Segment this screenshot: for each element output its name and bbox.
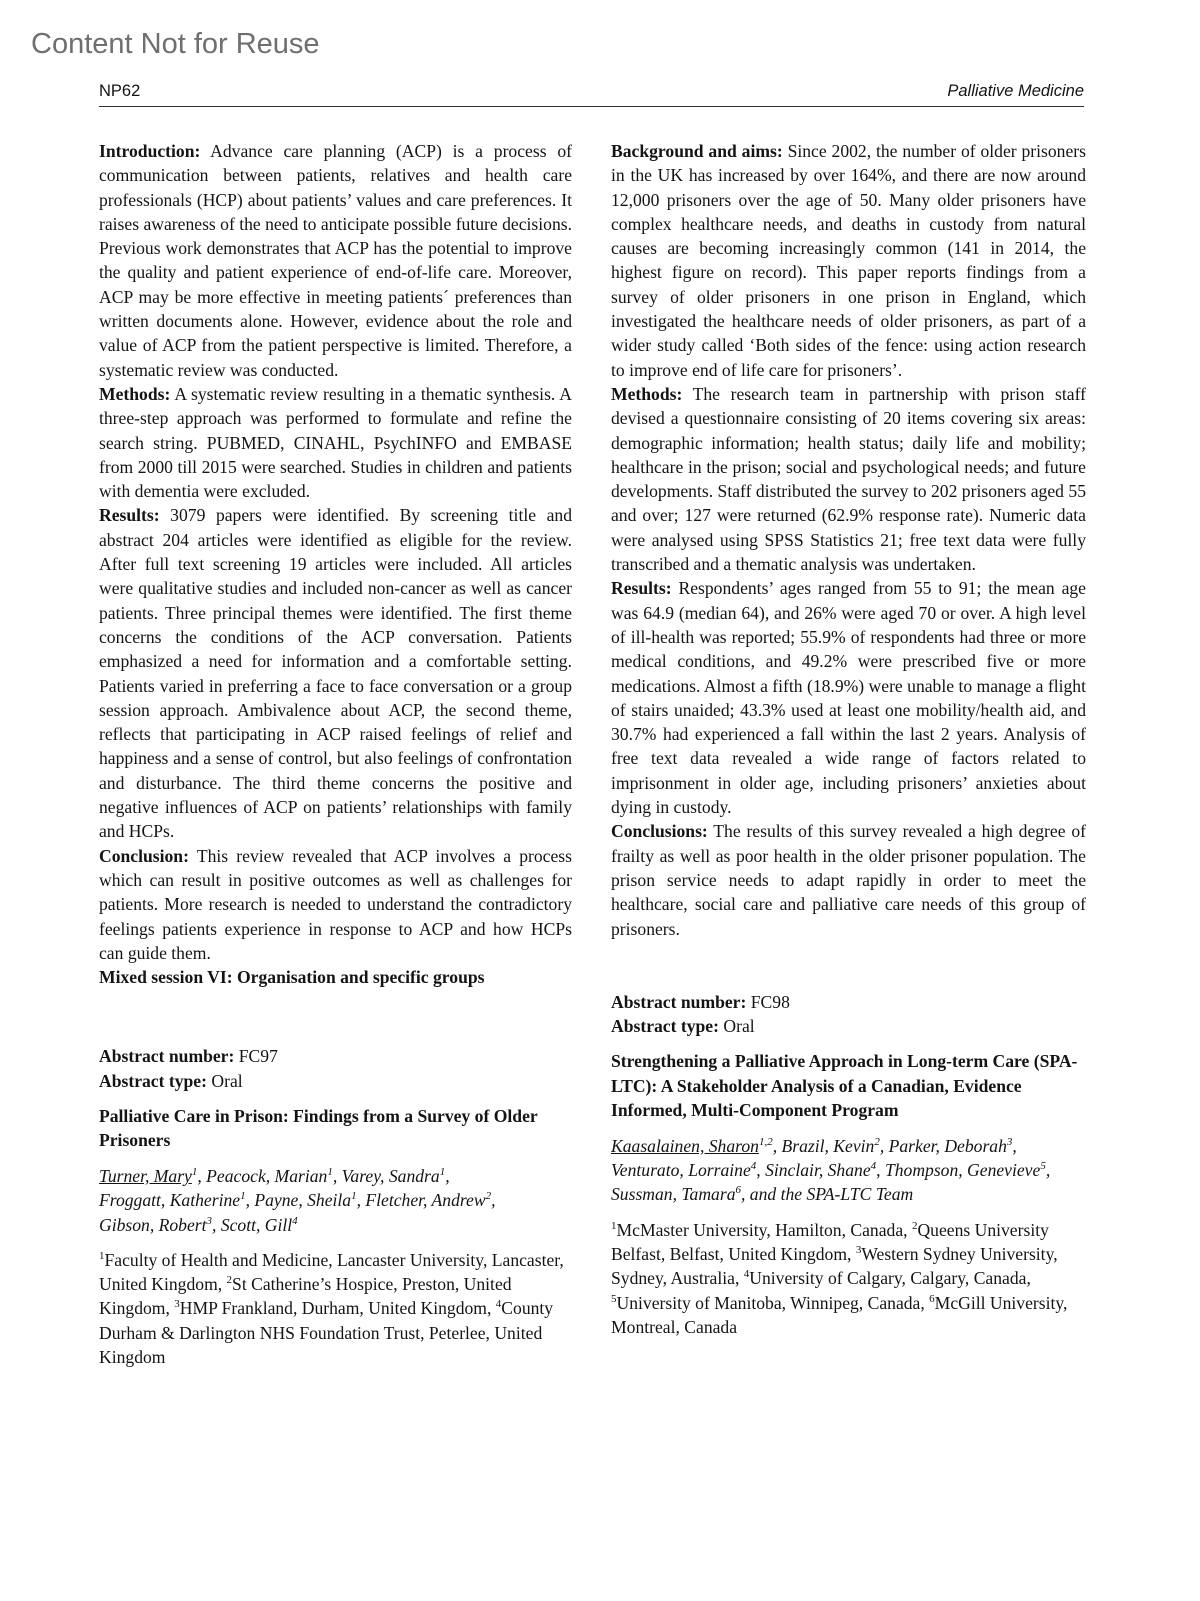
author-sup: 5	[1040, 1160, 1046, 1173]
author-sup: 2	[874, 1136, 880, 1149]
affiliation-text: University of Calgary, Calgary, Canada,	[749, 1268, 1031, 1289]
author-sep: ,	[445, 1165, 450, 1186]
section-heading: Results:	[99, 505, 160, 526]
left-abstract-body	[99, 139, 572, 965]
author-name: Froggatt, Katherine	[99, 1190, 241, 1211]
author-sup: 6	[735, 1184, 741, 1197]
left-column	[99, 139, 572, 1369]
abstract-number	[99, 1044, 572, 1068]
affiliation-text: McMaster University, Hamilton, Canada,	[616, 1219, 912, 1240]
section-heading: Introduction:	[99, 141, 201, 161]
affiliation-text: HMP Frankland, Durham, United Kingdom,	[179, 1298, 496, 1319]
section-text: Since 2002, the number of older prisoners in the UK has increased by over 164%, and there are now around 12,000 prisoners over the age of 50. Many older prisoners have complex healthcare needs, and deaths in custody from natural causes are becoming increasingly common (141 in 2014, the highest figure on record). This paper reports findings from a survey of older prisoners in one prison in England, which investigated the healthcare needs of older prisoners, as part of a wider study called ‘Both sides of the fence: using action research to improve end of life care for prisoners’.	[611, 141, 1086, 380]
author-name: Gibson, Robert	[99, 1214, 207, 1235]
abstract-type-value: Oral	[718, 1016, 755, 1037]
affiliation-text: County Durham & Darlington NHS Foundation Trust, Peterlee, United Kingdom	[99, 1298, 554, 1368]
author-sep: ,	[332, 1165, 342, 1186]
section-text: A systematic review resulting in a thematic synthesis. A three-step approach was performed to formulate and refine the search string. PUBMED, CINAHL, PsychINFO and EMBASE from 2000 till 2015 were searched. Studies in children and patients with dementia were excluded.	[99, 383, 572, 502]
watermark: Content Not for Reuse	[31, 28, 320, 60]
affiliation-text: McGill University, Montreal, Canada	[611, 1292, 1068, 1337]
author-sup: 4	[750, 1160, 757, 1173]
author-sep: ,	[876, 1160, 885, 1181]
section-methods	[99, 382, 572, 503]
abstract-number-value: FC98	[746, 991, 790, 1012]
author-sep: , and the SPA-LTC Team	[741, 1184, 914, 1205]
author-list	[611, 1134, 1086, 1207]
author-sep: ,	[756, 1160, 766, 1181]
author-name: Kaasalainen, Sharon	[611, 1135, 759, 1156]
abstract-type-label: Abstract type:	[99, 1070, 207, 1091]
affiliation-sup: 2	[911, 1219, 918, 1232]
author-sep: ,	[245, 1190, 255, 1211]
affiliation-text: Queens University Belfast, Belfast, United Kingdom,	[611, 1219, 1049, 1265]
affiliation-sup: 4	[495, 1298, 502, 1311]
right-column	[611, 139, 1086, 1339]
affiliation-text: Western Sydney University, Sydney, Australia,	[611, 1244, 1058, 1289]
section-heading: Results:	[611, 578, 672, 599]
abstract-title: Palliative Care in Prison: Findings from a Survey of Older Prisoners	[99, 1105, 538, 1151]
affiliation-sup: 1	[611, 1219, 617, 1232]
affiliation-sup: 4	[743, 1268, 750, 1281]
author-name: Sinclair, Shane	[765, 1160, 871, 1181]
author-name: Scott, Gill	[220, 1214, 293, 1235]
author-list	[99, 1164, 572, 1237]
author-name: Venturato, Lorraine	[611, 1160, 751, 1181]
page-number: NP62	[99, 82, 141, 100]
section-background	[611, 139, 1086, 382]
abstract-type-value: Oral	[206, 1070, 243, 1091]
section-conclusions	[611, 819, 1086, 940]
author-name: Thompson, Genevieve	[884, 1160, 1041, 1181]
abstract-number-value: FC97	[234, 1046, 278, 1067]
section-heading: Conclusions:	[611, 821, 708, 842]
journal-name: Palliative Medicine	[947, 82, 1084, 100]
author-sep: ,	[1012, 1135, 1017, 1156]
affiliation-sup: 3	[855, 1244, 862, 1257]
section-text: The research team in partnership with prison staff devised a questionnaire consisting of 20 items covering six areas: demographic information; health status; daily life and mobility; healthcare in the prison; social and psychological needs; and future developments. Staff distributed the survey to 202 prisoners aged 55 and over; 127 were returned (62.9% response rate). Numeric data were analysed using SPSS Statistics 21; free text data were fully transcribed and a thematic analysis was undertaken.	[611, 383, 1086, 575]
section-results	[99, 503, 572, 843]
section-conclusion	[99, 844, 572, 965]
author-sup: 1	[351, 1190, 357, 1203]
author-sep: ,	[879, 1135, 889, 1156]
author-name: Fletcher, Andrew	[365, 1190, 486, 1211]
section-introduction	[99, 139, 572, 382]
author-name: Parker, Deborah	[888, 1135, 1007, 1156]
abstract-type	[611, 1014, 1086, 1038]
section-heading: Methods:	[99, 383, 171, 404]
author-sep: ,	[212, 1214, 221, 1235]
author-sep: ,	[1045, 1160, 1051, 1181]
author-sup: 1	[327, 1166, 333, 1179]
author-sup: 1	[439, 1166, 446, 1179]
author-sep: ,	[356, 1190, 366, 1211]
section-heading: Background and aims:	[611, 141, 783, 161]
affiliation-sup: 5	[611, 1292, 617, 1305]
author-sup: 1	[240, 1190, 246, 1203]
abstract-type-label: Abstract type:	[611, 1016, 719, 1037]
abstract-number-label: Abstract number:	[611, 991, 747, 1012]
section-text: Respondents’ ages ranged from 55 to 91; the mean age was 64.9 (median 64), and 26% were aged 70 or over. A high level of ill-health was reported; 55.9% of respondents had three or more medical conditions, and 49.2% were prescribed five or more medications. Almost a fifth (18.9%) were unable to manage a flight of stairs unaided; 43.3% used at least one mobility/health aid, and 30.7% had experienced a fall within the last 2 years. Analysis of free text data revealed a wide range of factors related to imprisonment in older age, including prisoners’ anxieties about dying in custody.	[611, 578, 1086, 818]
author-sup: 3	[206, 1214, 213, 1227]
abstract-number	[611, 990, 1086, 1014]
author-sup: 1	[191, 1166, 198, 1179]
session-heading: Mixed session VI: Organisation and specific groups	[99, 967, 485, 988]
affiliation-sup: 1	[99, 1250, 105, 1263]
affiliation-text: St Catherine’s Hospice, Preston, United Kingdom,	[99, 1274, 512, 1319]
author-name: Peacock, Marian	[206, 1165, 328, 1186]
affiliation-sup: 2	[226, 1274, 233, 1287]
abstract-type	[99, 1069, 572, 1093]
section-text: This review revealed that ACP involves a process which can result in positive outcomes as well as challenges for patients. More research is needed to understand the contradictory feelings patients experience in response to ACP and how HCPs can guide them.	[99, 845, 572, 963]
affiliations	[611, 1218, 1086, 1339]
section-text: 3079 papers were identified. By screening title and abstract 204 articles were identified as eligible for the review. After full text screening 19 articles were included. All articles were qualitative studies and included non-cancer as well as cancer patients. Three principal themes were identified. The first theme concerns the conditions of the ACP conversation. Patients emphasized a need for information and a comfortable setting. Patients varied in preferring a face to face conversation or a group session approach. Ambivalence about ACP, the second theme, reflects that participating in ACP raised feelings of relief and happiness and a sense of control, but also feelings of confrontation and disturbance. The third theme concerns the positive and negative influences of ACP on patients’ relationships with family and HCPs.	[99, 505, 572, 842]
affiliation-text: Faculty of Health and Medicine, Lancaster University, Lancaster, United Kingdom,	[99, 1249, 564, 1295]
author-sep: ,	[197, 1165, 207, 1186]
section-results	[611, 576, 1086, 819]
author-name: Varey, Sandra	[341, 1165, 440, 1186]
abstract-number-label: Abstract number:	[99, 1046, 235, 1067]
right-abstract-body	[611, 139, 1086, 941]
affiliation-sup: 3	[174, 1298, 180, 1311]
affiliation-text: University of Manitoba, Winnipeg, Canada,	[616, 1292, 930, 1313]
author-sep: ,	[772, 1135, 782, 1156]
section-text: The results of this survey revealed a high degree of frailty as well as poor health in the older prisoner population. The prison service needs to adapt rapidly in order to meet the healthcare, social care and palliative care needs of this group of prisoners.	[611, 821, 1086, 939]
author-sup: 4	[292, 1214, 298, 1227]
author-sup: 4	[870, 1160, 877, 1173]
author-name: Payne, Sheila	[254, 1190, 352, 1211]
abstract-title: Strengthening a Palliative Approach in Long-term Care (SPA-LTC): A Stakeholder Analysis of a Canadian, Evidence Informed, Multi-Component Program	[611, 1051, 1078, 1121]
affiliation-sup: 6	[929, 1292, 935, 1305]
author-name: Brazil, Kevin	[781, 1135, 875, 1156]
author-sup: 2	[485, 1190, 492, 1203]
affiliations	[99, 1248, 572, 1369]
section-heading: Conclusion:	[99, 845, 189, 866]
author-sep: ,	[491, 1190, 496, 1211]
author-name: Sussman, Tamara	[611, 1184, 736, 1205]
running-head	[99, 80, 1084, 107]
author-name: Turner, Mary	[99, 1165, 192, 1186]
section-text: Advance care planning (ACP) is a process of communication between patients, relatives and health care professionals (HCP) about patients’ values and care preferences. It raises awareness of the need to anticipate possible future decisions. Previous work demonstrates that ACP has the potential to improve the quality and patient experience of end-of-life care. Moreover, ACP may be more effective in meeting patients´ preferences than written documents alone. However, evidence about the role and value of ACP from the patient perspective is limited. Therefore, a systematic review was conducted.	[99, 141, 572, 380]
section-methods	[611, 382, 1086, 576]
author-sup: 1,2	[758, 1136, 773, 1149]
section-heading: Methods:	[611, 383, 683, 404]
author-sup: 3	[1006, 1136, 1013, 1149]
